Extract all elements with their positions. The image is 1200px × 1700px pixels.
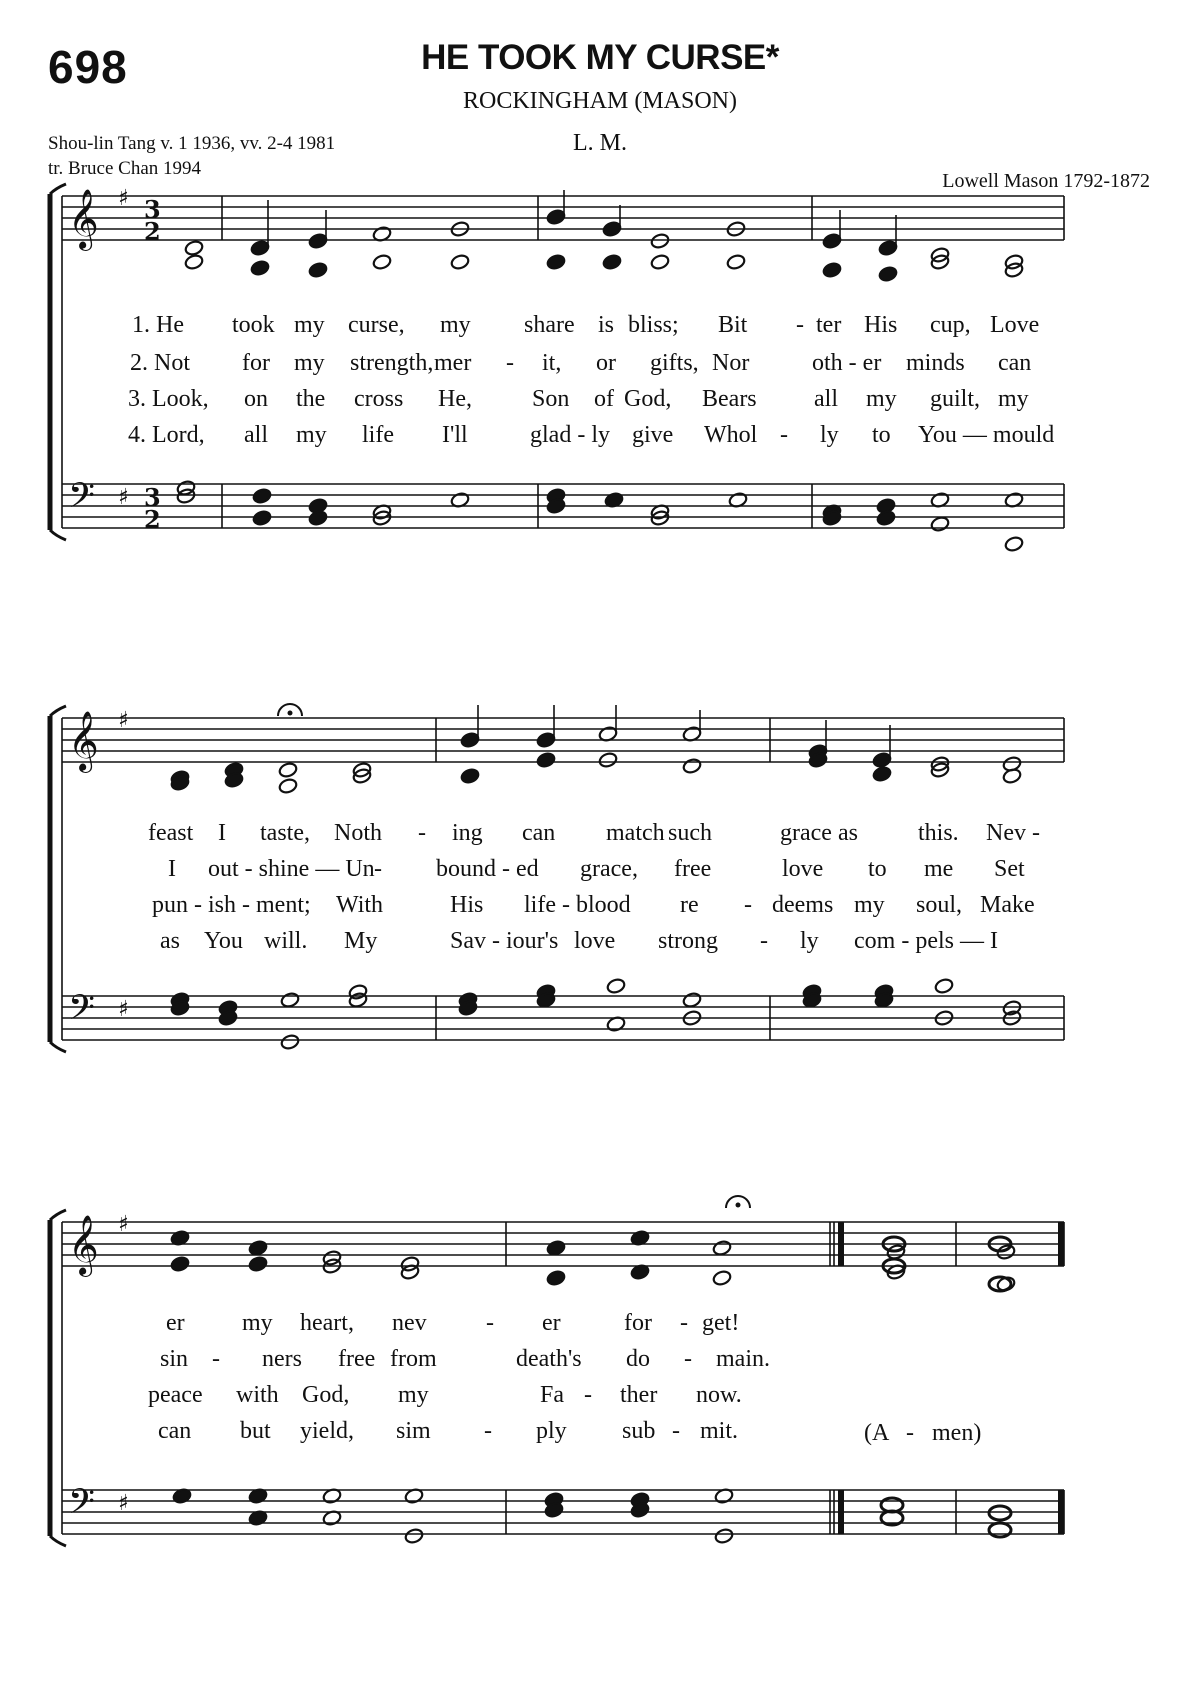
lyric-syllable: it, <box>542 350 562 376</box>
lyric-syllable: Fa <box>540 1382 564 1408</box>
bass-notehead <box>682 991 702 1008</box>
lyric-syllable: for <box>624 1310 652 1336</box>
fermata-icon <box>736 1203 741 1208</box>
lyric-syllable: oth - er <box>812 350 882 376</box>
lyric-syllable: - <box>760 928 768 954</box>
lyric-syllable: can <box>998 350 1032 376</box>
sharp-icon: ♯ <box>118 997 129 1022</box>
lyric-syllable: main. <box>716 1346 770 1372</box>
lyric-syllable: Whol <box>704 422 758 448</box>
lyric-syllable: my <box>242 1310 273 1336</box>
lyric-syllable: strength, <box>350 350 434 376</box>
lyric-syllable: peace <box>148 1382 203 1408</box>
treble-notehead <box>726 253 746 270</box>
lyric-syllable: will. <box>264 928 308 954</box>
lyric-syllable: gifts, <box>650 350 699 376</box>
bass-notehead <box>404 1527 424 1544</box>
treble-notehead <box>822 261 842 278</box>
treble-notehead <box>278 777 298 794</box>
lyric-syllable: taste, <box>260 820 310 846</box>
bass-notehead <box>280 1033 300 1050</box>
bass-clef-icon: 𝄢 <box>68 987 96 1036</box>
lyric-syllable: my <box>398 1382 429 1408</box>
lyric-syllable: my <box>854 892 885 918</box>
lyric-syllable: bound - ed <box>436 856 539 882</box>
lyric-syllable: to <box>868 856 887 882</box>
hymn-title: HE TOOK MY CURSE* <box>421 38 779 77</box>
final-barline <box>1058 1222 1064 1266</box>
lyric-syllable: re <box>680 892 699 918</box>
treble-notehead <box>1002 767 1022 784</box>
lyric-syllable: with <box>236 1382 279 1408</box>
treble-notehead <box>372 253 392 270</box>
treble-notehead <box>278 761 298 778</box>
lyric-syllable: - <box>506 350 514 376</box>
treble-notehead <box>712 1269 732 1286</box>
time-signature: 3 <box>144 195 161 224</box>
treble-notehead <box>308 261 328 278</box>
lyric-syllable: get! <box>702 1310 740 1336</box>
treble-notehead <box>872 765 892 782</box>
treble-notehead <box>682 757 702 774</box>
lyric-syllable: on <box>244 386 268 412</box>
lyric-syllable: My <box>344 928 378 954</box>
lyric-syllable: Bit <box>718 312 748 338</box>
treble-notehead <box>184 239 204 256</box>
bass-notehead <box>876 509 896 526</box>
treble-notehead <box>878 239 898 256</box>
lyric-syllable: me <box>924 856 954 882</box>
lyric-syllable: strong <box>658 928 718 954</box>
treble-notehead <box>450 253 470 270</box>
lyric-syllable: deems <box>772 892 834 918</box>
lyric-syllable: such <box>668 820 712 846</box>
time-signature: 3 <box>144 483 161 512</box>
lyric-syllable: sub <box>622 1418 656 1444</box>
lyric-syllable: Nev - <box>986 820 1040 846</box>
lyric-syllable: ter <box>816 312 842 338</box>
lyric-syllable: - <box>584 1382 592 1408</box>
bracket-top <box>50 706 66 716</box>
bracket-top <box>50 184 66 194</box>
lyric-syllable: - <box>418 820 426 846</box>
lyric-syllable: 1. He <box>132 312 184 338</box>
bass-notehead <box>252 487 272 504</box>
lyric-syllable: - <box>374 856 382 882</box>
treble-notehead <box>650 253 670 270</box>
lyric-syllable: ly <box>820 422 839 448</box>
amen-label: (A - men) <box>864 1420 982 1446</box>
lyric-syllable: grace <box>780 820 832 846</box>
fermata-icon <box>288 711 293 716</box>
lyric-syllable: 4. Lord, <box>128 422 205 448</box>
lyric-syllable: I <box>168 856 176 882</box>
lyric-syllable: - <box>680 1310 688 1336</box>
lyric-syllable: - <box>212 1346 220 1372</box>
sharp-icon: ♯ <box>118 186 129 211</box>
lyric-syllable: from <box>390 1346 437 1372</box>
treble-notehead <box>248 1239 268 1256</box>
lyric-syllable: com - pels — I <box>854 928 998 954</box>
lyric-syllable: free <box>338 1346 376 1372</box>
treble-notehead <box>460 731 480 748</box>
treble-notehead <box>250 239 270 256</box>
lyric-syllable: ther <box>620 1382 658 1408</box>
time-signature: 2 <box>144 217 161 246</box>
lyric-syllable: 3. Look, <box>128 386 209 412</box>
lyric-syllable: You — mould <box>918 422 1055 448</box>
words-credit-2: tr. Bruce Chan 1994 <box>48 158 202 179</box>
lyric-syllable: all <box>814 386 838 412</box>
lyric-syllable: sin <box>160 1346 189 1372</box>
lyric-syllable: guilt, <box>930 386 981 412</box>
meter: L. M. <box>573 130 627 156</box>
sharp-icon: ♯ <box>118 485 129 510</box>
lyric-syllable: - <box>486 1310 494 1336</box>
lyric-syllable: mit. <box>700 1418 739 1444</box>
lyric-syllable: life - blood <box>524 892 631 918</box>
bass-notehead <box>930 515 950 532</box>
treble-notehead <box>712 1239 732 1256</box>
time-signature: 2 <box>144 505 161 534</box>
lyric-syllable: my <box>294 350 325 376</box>
lyric-syllable: yield, <box>300 1418 354 1444</box>
lyric-syllable: soul, <box>916 892 963 918</box>
treble-notehead <box>822 232 842 249</box>
lyric-syllable: Noth <box>334 820 382 846</box>
treble-notehead <box>546 253 566 270</box>
lyric-syllable: my <box>440 312 471 338</box>
hymn-number: 698 <box>48 41 128 93</box>
sharp-icon: ♯ <box>118 1491 129 1516</box>
lyric-syllable: mer <box>434 350 472 376</box>
lyric-syllable: Sav - iour's <box>450 928 559 954</box>
sharp-icon: ♯ <box>118 1212 129 1237</box>
lyric-syllable: - <box>684 1346 692 1372</box>
lyric-syllable: match <box>606 820 665 846</box>
lyric-syllable: Set <box>994 856 1025 882</box>
lyric-syllable: share <box>524 312 575 338</box>
treble-notehead <box>536 731 556 748</box>
lyric-syllable: Bears <box>702 386 757 412</box>
lyric-syllable: took <box>232 312 275 338</box>
lyric-syllable: - <box>484 1418 492 1444</box>
lyric-syllable: ners <box>262 1346 302 1372</box>
treble-notehead <box>248 1255 268 1272</box>
bass-notehead <box>280 991 300 1008</box>
double-barline <box>838 1490 844 1534</box>
lyric-syllable: but <box>240 1418 271 1444</box>
double-barline <box>838 1222 844 1266</box>
bass-notehead <box>308 509 328 526</box>
tune-name: ROCKINGHAM (MASON) <box>462 88 737 114</box>
sharp-icon: ♯ <box>118 708 129 733</box>
lyric-syllable: I'll <box>442 422 468 448</box>
treble-notehead <box>184 253 204 270</box>
lyric-syllable: for <box>242 350 270 376</box>
lyric-syllable: - <box>744 892 752 918</box>
lyric-syllable: life <box>362 422 394 448</box>
lyric-syllable: of <box>594 386 614 412</box>
lyric-syllable: You <box>204 928 243 954</box>
treble-clef-icon: 𝄞 <box>68 1215 99 1275</box>
lyric-syllable: With <box>336 892 384 918</box>
lyric-syllable: can <box>158 1418 192 1444</box>
lyric-syllable: feast <box>148 820 194 846</box>
lyric-syllable: do <box>626 1346 650 1372</box>
lyric-syllable: can <box>522 820 556 846</box>
treble-notehead <box>546 208 566 225</box>
lyric-syllable: curse, <box>348 312 405 338</box>
treble-notehead <box>536 751 556 768</box>
treble-notehead <box>602 220 622 237</box>
lyric-syllable: - <box>672 1418 680 1444</box>
lyric-syllable: ing <box>452 820 483 846</box>
lyric-syllable: or <box>596 350 616 376</box>
lyric-syllable: heart, <box>300 1310 354 1336</box>
lyric-syllable: my <box>866 386 897 412</box>
lyric-syllable: 2. Not <box>130 350 190 376</box>
lyric-syllable: grace, <box>580 856 638 882</box>
bass-notehead <box>606 977 626 994</box>
lyric-syllable: to <box>872 422 891 448</box>
treble-clef-icon: 𝄞 <box>68 711 99 771</box>
treble-clef-icon: 𝄞 <box>68 189 99 249</box>
bracket-bottom <box>50 1042 66 1052</box>
treble-notehead <box>460 767 480 784</box>
lyric-syllable: love <box>574 928 616 954</box>
treble-notehead <box>598 751 618 768</box>
lyric-syllable: er <box>166 1310 185 1336</box>
bracket-top <box>50 1210 66 1220</box>
treble-notehead <box>872 751 892 768</box>
lyric-syllable: the <box>296 386 326 412</box>
lyric-syllable: His <box>864 312 898 338</box>
whole-note <box>989 1523 1011 1537</box>
lyric-syllable: bliss; <box>628 312 679 338</box>
final-barline <box>1058 1490 1064 1534</box>
lyric-syllable: I <box>218 820 226 846</box>
lyric-syllable: ly <box>800 928 819 954</box>
lyric-syllable: give <box>632 422 674 448</box>
lyric-syllable: nev <box>392 1310 427 1336</box>
lyric-syllable: my <box>294 312 325 338</box>
lyric-syllable: my <box>296 422 327 448</box>
words-credit-1: Shou-lin Tang v. 1 1936, vv. 2-4 1981 <box>48 133 336 154</box>
lyric-syllable: death's <box>516 1346 582 1372</box>
bracket-bottom <box>50 1536 66 1546</box>
treble-notehead <box>602 253 622 270</box>
lyric-syllable: as <box>838 820 858 846</box>
lyric-syllable: now. <box>696 1382 742 1408</box>
treble-notehead <box>546 1269 566 1286</box>
lyric-syllable: God, <box>624 386 672 412</box>
bass-clef-icon: 𝄢 <box>68 475 96 524</box>
lyric-syllable: minds <box>906 350 965 376</box>
lyric-syllable: out - shine — Un <box>208 856 375 882</box>
lyric-syllable: Son <box>532 386 570 412</box>
bass-notehead <box>714 1527 734 1544</box>
whole-note <box>989 1506 1011 1520</box>
treble-notehead <box>650 232 670 249</box>
lyric-syllable: His <box>450 892 484 918</box>
music-credit: Lowell Mason 1792-1872 <box>942 170 1150 192</box>
lyric-syllable: is <box>598 312 615 338</box>
lyric-syllable: Nor <box>712 350 750 376</box>
lyric-syllable: He, <box>438 386 472 412</box>
bass-notehead <box>934 977 954 994</box>
bracket-bottom <box>50 530 66 540</box>
treble-notehead <box>308 232 328 249</box>
lyric-syllable: free <box>674 856 712 882</box>
lyric-syllable: sim <box>396 1418 431 1444</box>
bass-clef-icon: 𝄢 <box>68 1481 96 1530</box>
treble-notehead <box>878 265 898 282</box>
lyric-syllable: er <box>542 1310 561 1336</box>
lyric-syllable: - <box>796 312 804 338</box>
treble-notehead <box>546 1239 566 1256</box>
lyric-syllable: pun - ish - ment; <box>152 892 311 918</box>
lyric-syllable: this. <box>918 820 959 846</box>
lyric-syllable: cup, <box>930 312 971 338</box>
lyric-syllable: as <box>160 928 180 954</box>
lyric-syllable: Make <box>980 892 1035 918</box>
lyric-syllable: cross <box>354 386 404 412</box>
bass-notehead <box>252 509 272 526</box>
lyric-syllable: love <box>782 856 824 882</box>
lyric-syllable: God, <box>302 1382 350 1408</box>
lyric-syllable: ply <box>536 1418 567 1444</box>
bass-notehead <box>1004 535 1024 552</box>
lyric-syllable: Love <box>990 312 1040 338</box>
treble-notehead <box>250 259 270 276</box>
lyric-syllable: my <box>998 386 1029 412</box>
treble-notehead <box>170 1255 190 1272</box>
lyric-syllable: - <box>780 422 788 448</box>
lyric-syllable: glad - ly <box>530 422 610 448</box>
lyric-syllable: all <box>244 422 268 448</box>
